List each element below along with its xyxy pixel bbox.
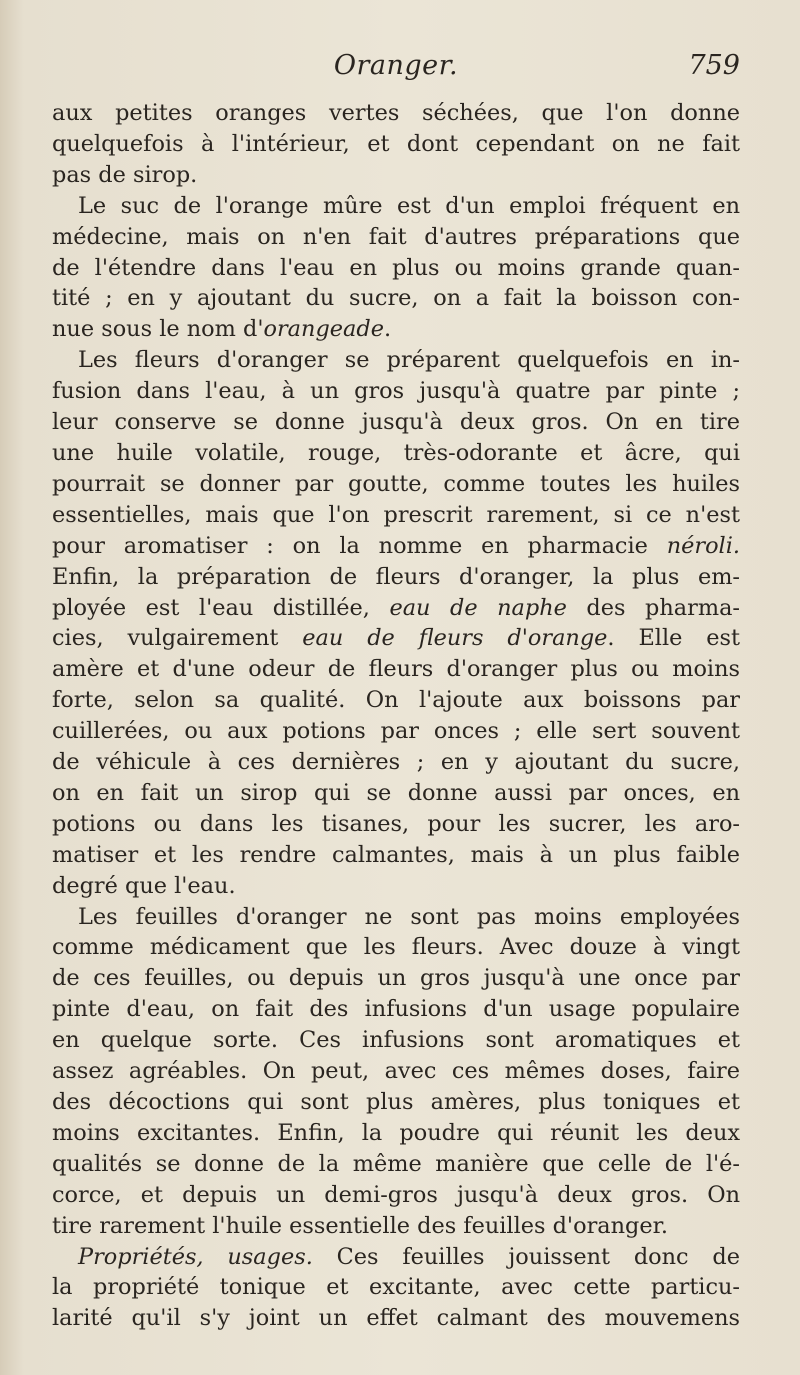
text-line: cuillerées, ou aux potions par onces ; elle sert souvent: [52, 718, 740, 745]
text-line: amère et d'une odeur de fleurs d'oranger plus ou moins: [52, 656, 740, 683]
text-line: de ces feuilles, ou depuis un gros jusqu'à une once par: [52, 965, 740, 992]
italic-term: eau de fleurs d'orange: [302, 625, 608, 652]
text-line: larité qu'il s'y joint un effet calmant des mouvemens: [52, 1305, 740, 1332]
text-line: Les feuilles d'oranger ne sont pas moins employées: [78, 903, 740, 930]
text-line: on en fait un sirop qui se donne aussi par onces, en: [52, 779, 740, 806]
text-line: Les fleurs d'oranger se préparent quelquefois en in-: [78, 347, 740, 374]
text-line: [52, 314, 740, 345]
text-line: essentielles, mais que l'on prescrit rarement, si ce n'est: [52, 501, 740, 528]
text-line: fusion dans l'eau, à un gros jusqu'à quatre par pinte ;: [52, 378, 740, 405]
text-line: assez agréables. On peut, avec ces mêmes doses, faire: [52, 1058, 740, 1085]
running-title: Oranger.: [333, 50, 459, 81]
italic-term: néroli.: [666, 532, 740, 559]
page-header: [52, 50, 740, 90]
text-segment: ployée est l'eau distillée,: [52, 594, 390, 621]
text-segment: cies, vulgairement: [52, 625, 303, 652]
text-line: de véhicule à ces dernières ; en y ajoutant du sucre,: [52, 749, 740, 776]
text-line: la propriété tonique et excitante, avec cette particu-: [52, 1274, 740, 1301]
text-segment: Ces feuilles jouissent donc de: [312, 1243, 740, 1270]
text-line: une huile volatile, rouge, très-odorante et âcre, qui: [52, 439, 740, 466]
text-line: [52, 1242, 740, 1273]
text-line: quelquefois à l'intérieur, et dont cependant on ne fait: [52, 130, 740, 157]
body-text: [52, 98, 740, 1334]
text-line: de l'étendre dans l'eau en plus ou moins grande quan-: [52, 254, 740, 281]
text-line: forte, selon sa qualité. On l'ajoute aux boissons par: [52, 687, 740, 714]
text-line: des décoctions qui sont plus amères, plus toniques et: [52, 1089, 740, 1115]
text-line: degré que l'eau.: [52, 872, 236, 899]
italic-term: eau de naphe: [389, 594, 567, 621]
text-line: moins excitantes. Enfin, la poudre qui réunit les deux: [52, 1119, 740, 1146]
text-line: tire rarement l'huile essentielle des feuilles d'oranger.: [52, 1212, 668, 1239]
text-line: pourrait se donner par goutte, comme toutes les huiles: [52, 470, 740, 497]
text-line: [52, 623, 740, 654]
text-segment: .: [383, 316, 392, 343]
text-line: en quelque sorte. Ces infusions sont aromatiques et: [52, 1027, 740, 1054]
section-heading: Propriétés, usages.: [78, 1243, 313, 1270]
text-line: matiser et les rendre calmantes, mais à un plus faible: [52, 841, 740, 868]
text-line: Enfin, la préparation de fleurs d'oranger, la plus em-: [52, 563, 740, 590]
text-line: leur conserve se donne jusqu'à deux gros. On en tire: [52, 409, 740, 436]
text-line: tité ; en y ajoutant du sucre, on a fait la boisson con-: [52, 285, 740, 312]
text-line: potions ou dans les tisanes, pour les sucrer, les aro-: [52, 810, 740, 837]
text-segment: nue sous le nom d': [52, 316, 264, 343]
text-line: [52, 593, 740, 624]
text-segment: pour aromatiser : on la nomme en pharmacie: [52, 532, 667, 559]
text-segment: . Elle est: [607, 625, 740, 652]
text-segment: des pharma-: [566, 594, 740, 621]
text-line: médecine, mais on n'en fait d'autres préparations que: [52, 223, 740, 250]
text-line: qualités se donne de la même manière que celle de l'é-: [52, 1150, 740, 1177]
text-line: comme médicament que les fleurs. Avec douze à vingt: [52, 934, 740, 961]
text-line: aux petites oranges vertes séchées, que l'on donne: [52, 100, 740, 126]
italic-term: orangeade: [263, 316, 384, 343]
text-line: pas de sirop.: [52, 161, 198, 188]
text-line: corce, et depuis un demi-gros jusqu'à deux gros. On: [52, 1181, 740, 1208]
text-line: pinte d'eau, on fait des infusions d'un usage populaire: [52, 996, 740, 1023]
text-line: [52, 531, 740, 562]
page-number: 759: [688, 50, 740, 81]
text-line: Le suc de l'orange mûre est d'un emploi fréquent en: [78, 192, 740, 219]
